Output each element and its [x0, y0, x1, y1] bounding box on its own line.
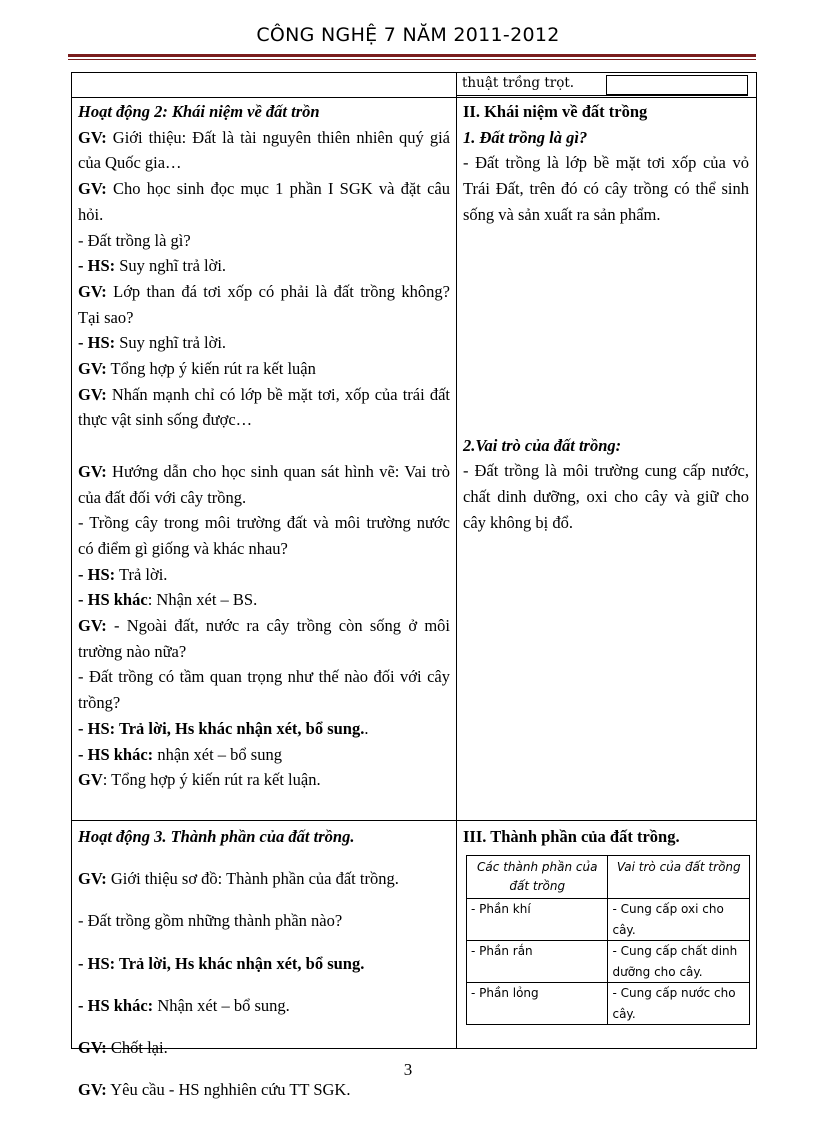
text-line: [78, 125, 450, 176]
speaker-label: GV:: [78, 179, 107, 199]
component-cell: - Phần lỏng: [467, 983, 608, 1025]
section3-heading: III. Thành phần của đất trồng.: [463, 827, 680, 846]
speaker-label: - HS:: [78, 564, 116, 584]
speaker-label: - HS khác: [78, 590, 148, 610]
text-line: [78, 767, 450, 793]
speaker-label: - HS:: [78, 333, 116, 353]
section2-role-text: - Đất trồng là môi trường cung cấp nước, chất dinh dưỡng, oxi cho cây và giữ cho cây không bị đổ.: [463, 461, 749, 532]
speaker-label: - HS: Trả lời, Hs khác nhận xét, bổ sung.: [78, 718, 365, 738]
activity2-title: Hoạt động 2: Khái niệm về đất trồn: [78, 102, 320, 121]
line-text: - Đất trồng có tầm quan trọng như thế nào đối với cây trồng?: [78, 667, 450, 713]
column-divider: [456, 72, 457, 1049]
line-text: nhận xét – bổ sung: [153, 744, 282, 764]
text-line: [78, 330, 450, 356]
text-line: [78, 993, 450, 1019]
top-row-right-text: thuật trồng trọt.: [462, 75, 575, 91]
line-text: Hướng dẫn cho học sinh quan sát hình vẽ: Vai trò của đất đối với cây trồng.: [78, 461, 450, 507]
speaker-label: GV:: [78, 281, 107, 301]
line-text: Giới thiệu: Đất là tài nguyên thiên nhiên quý giá của Quốc gia…: [78, 127, 450, 173]
line-text: : Tổng hợp ý kiến rút ra kết luận.: [102, 770, 321, 790]
line-text: - Đất trồng là gì?: [78, 230, 191, 250]
line-text: Nhận xét – bổ sung.: [153, 995, 290, 1015]
soil-components-table: [466, 855, 750, 1025]
text-line: [78, 459, 450, 510]
section2-left-lines: [78, 125, 450, 433]
role-cell: - Cung cấp oxi cho cây.: [608, 899, 750, 941]
row-divider-2: [71, 820, 757, 821]
speaker-label: GV:: [78, 384, 107, 404]
text-line: [78, 253, 450, 279]
speaker-label: GV:: [78, 1038, 107, 1058]
component-cell: - Phần khí: [467, 899, 608, 941]
line-text: Suy nghĩ trả lời.: [115, 333, 227, 353]
line-text: Cho học sinh đọc mục 1 phần I SGK và đặt câu hỏi.: [78, 179, 450, 224]
text-line: [78, 562, 450, 588]
role-cell: - Cung cấp chất dinh dưỡng cho cây.: [608, 941, 750, 983]
text-line: [78, 1077, 450, 1103]
text-line: [78, 228, 450, 254]
top-inner-line: [456, 95, 748, 96]
line-text: Chốt lại.: [106, 1038, 168, 1058]
speaker-label: GV:: [78, 461, 107, 481]
line-text: - Đất trồng gồm những thành phần nào?: [78, 911, 343, 931]
line-text: Lớp than đá tơi xốp có phải là đất trồng không? Tại sao?: [78, 281, 450, 327]
speaker-label: GV:: [78, 1080, 107, 1100]
section2-right-column: [463, 99, 749, 535]
line-text: Tổng hợp ý kiến rút ra kết luận: [106, 359, 316, 379]
line-text: Suy nghĩ trả lời.: [115, 256, 227, 276]
text-line: [78, 279, 450, 330]
speaker-label: - HS khác:: [78, 995, 154, 1015]
text-line: [78, 176, 450, 227]
table-row: [467, 983, 750, 1025]
page-header-title: CÔNG NGHỆ 7 NĂM 2011-2012: [256, 24, 560, 46]
text-line: [78, 742, 450, 768]
text-line: [78, 356, 450, 382]
line-text: Yêu cầu - HS nghhiên cứu TT SGK.: [106, 1080, 351, 1100]
section2-definition-text: - Đất trồng là lớp bề mặt tơi xốp của vỏ Trái Đất, trên đó có cây trồng có thể sinh sống và sản xuất ra sản phẩm.: [463, 153, 749, 224]
speaker-label: GV: [78, 770, 103, 790]
speaker-label: - HS khác:: [78, 744, 154, 764]
text-line: [78, 908, 450, 934]
row-divider-1: [71, 97, 757, 98]
text-line: [78, 382, 450, 433]
header-rule-thick: [68, 54, 756, 57]
line-text: Giới thiệu sơ đồ: Thành phần của đất trồng.: [106, 869, 399, 889]
section3-right-column: [463, 824, 680, 850]
line-text: - Ngoài đất, nước ra cây trồng còn sống ở môi trường nào nữa?: [78, 616, 450, 661]
header-rule-thin: [68, 59, 756, 60]
text-line: [78, 716, 450, 742]
top-right-small-cell: [606, 75, 748, 95]
text-line: [78, 510, 450, 561]
table-header-components: Các thành phần của đất trồng: [467, 856, 608, 899]
line-text: - Trồng cây trong môi trường đất và môi trường nước có điểm gì giống và khác nhau?: [78, 513, 450, 558]
section2-left-lines-2: [78, 459, 450, 793]
text-line: [78, 664, 450, 715]
line-text: : Nhận xét – BS.: [147, 590, 258, 610]
text-line: [78, 1035, 450, 1061]
section2-left-column: [78, 99, 450, 793]
table-header-roles: Vai trò của đất trồng: [608, 856, 750, 899]
page-number: 3: [403, 1060, 413, 1079]
speaker-label: GV:: [78, 359, 107, 379]
speaker-label: GV:: [78, 869, 107, 889]
section2-subheading-1: 1. Đất trồng là gì?: [463, 127, 588, 147]
component-cell: - Phần rắn: [467, 941, 608, 983]
role-cell: - Cung cấp nước cho cây.: [608, 983, 750, 1025]
line-text: Trả lời.: [115, 564, 168, 584]
text-line: [78, 866, 450, 892]
section2-subheading-2: 2.Vai trò của đất trồng:: [463, 435, 622, 455]
speaker-label: GV:: [78, 127, 107, 147]
speaker-label: GV:: [78, 616, 107, 636]
text-line: [78, 587, 450, 613]
section2-heading: II. Khái niệm về đất trồng: [463, 102, 648, 121]
speaker-label: - HS: Trả lời, Hs khác nhận xét, bổ sung.: [78, 953, 365, 973]
text-line: [78, 613, 450, 664]
line-text: Nhấn mạnh chỉ có lớp bề mặt tơi, xốp của trái đất thực vật sinh sống được…: [78, 384, 450, 430]
line-text: .: [364, 718, 369, 738]
table-row: [467, 941, 750, 983]
activity3-title: Hoạt động 3. Thành phần của đất trồng.: [78, 827, 355, 846]
speaker-label: - HS:: [78, 256, 116, 276]
text-line: [78, 951, 450, 977]
table-row: [467, 899, 750, 941]
